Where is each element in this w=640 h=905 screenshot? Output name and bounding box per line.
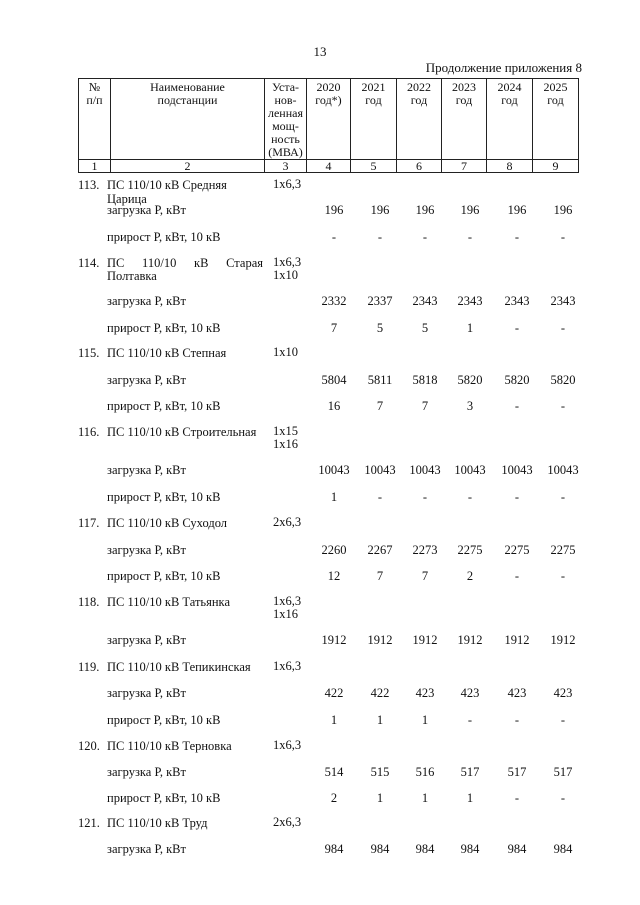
col-number: 7 [442, 160, 487, 173]
value-cell: 7 [376, 569, 384, 583]
value-cell: 2273 [412, 543, 438, 557]
value-cell: 10043 [364, 463, 396, 477]
substation-row [0, 177, 640, 206]
value-cell: 2343 [550, 294, 576, 308]
value-cell: 1 [466, 791, 474, 805]
value-cell: - [467, 490, 473, 504]
value-cell: 1912 [412, 633, 438, 647]
header-col-index: № п/п [79, 79, 111, 160]
substation-name: ПС 110/10 кВ Терновка [107, 739, 232, 753]
value-cell: - [331, 230, 337, 244]
value-cell: - [514, 321, 520, 335]
increase-row [0, 490, 640, 506]
increase-label: прирост Р, кВт, 10 кВ [107, 490, 221, 504]
capacity: 1х15 [273, 424, 298, 438]
increase-row [0, 321, 640, 337]
value-cell: 2260 [321, 543, 347, 557]
row-index: 116. [78, 425, 100, 439]
row-index: 113. [78, 178, 100, 192]
substation-row [0, 346, 640, 362]
col-number: 4 [307, 160, 351, 173]
value-cell: 7 [330, 321, 338, 335]
substation-name-cont: Полтавка [107, 269, 157, 283]
col-number: 9 [533, 160, 579, 173]
load-row [0, 543, 640, 559]
value-cell: 1912 [550, 633, 576, 647]
value-cell: 2 [330, 791, 338, 805]
value-cell: 196 [324, 203, 344, 217]
value-cell: - [422, 230, 428, 244]
load-row [0, 294, 640, 310]
value-cell: 422 [324, 686, 344, 700]
row-index: 120. [78, 739, 100, 753]
row-index: 121. [78, 816, 100, 830]
row-index: 115. [78, 346, 100, 360]
substation-name: ПС 110/10 кВ Тепикинская [107, 660, 251, 674]
increase-row [0, 399, 640, 415]
substation-row-cont [0, 269, 640, 285]
value-cell: 10043 [501, 463, 533, 477]
value-cell: - [514, 569, 520, 583]
col-number: 3 [265, 160, 307, 173]
load-row [0, 686, 640, 702]
load-row [0, 203, 640, 219]
value-cell: 5818 [412, 373, 438, 387]
increase-label: прирост Р, кВт, 10 кВ [107, 399, 221, 413]
substation-name: ПС 110/10 кВ Средняя Царица [107, 178, 227, 206]
substation-row [0, 516, 640, 532]
value-cell: 517 [460, 765, 480, 779]
value-cell: 516 [415, 765, 435, 779]
value-cell: 984 [460, 842, 480, 856]
header-col-capacity: Уста- нов- ленная мощ- ность (МВА) [265, 79, 307, 160]
value-cell: 10043 [547, 463, 579, 477]
value-cell: 984 [324, 842, 344, 856]
value-cell: 5811 [367, 373, 393, 387]
value-cell: 423 [415, 686, 435, 700]
header-year-2021: 2021 год [351, 79, 397, 160]
value-cell: 423 [553, 686, 573, 700]
header-year-2022: 2022 год [397, 79, 442, 160]
header-col-name: Наименование подстанции [111, 79, 265, 160]
capacity: 1х6,3 [273, 177, 302, 191]
capacity: 1х16 [273, 437, 298, 451]
row-index: 119. [78, 660, 100, 674]
value-cell: 2275 [550, 543, 576, 557]
capacity: 1х16 [273, 607, 298, 621]
value-cell: - [377, 230, 383, 244]
value-cell: 10043 [318, 463, 350, 477]
value-cell: - [514, 399, 520, 413]
col-number: 5 [351, 160, 397, 173]
substation-row-cont [0, 608, 640, 624]
value-cell: 10043 [454, 463, 486, 477]
load-label: загрузка Р, кВт [107, 203, 186, 217]
value-cell: - [560, 791, 566, 805]
value-cell: 12 [327, 569, 341, 583]
value-cell: 984 [553, 842, 573, 856]
value-cell: 1 [421, 713, 429, 727]
substation-name: ПС 110/10 кВ Строительная [107, 425, 257, 439]
value-cell: 514 [324, 765, 344, 779]
value-cell: 2343 [504, 294, 530, 308]
value-cell: - [467, 713, 473, 727]
value-cell: 1 [376, 713, 384, 727]
load-label: загрузка Р, кВт [107, 294, 186, 308]
value-cell: - [560, 490, 566, 504]
value-cell: 7 [421, 569, 429, 583]
load-label: загрузка Р, кВт [107, 463, 186, 477]
substation-name: ПС 110/10 кВ Старая [107, 256, 263, 270]
value-cell: 2 [466, 569, 474, 583]
increase-row [0, 713, 640, 729]
load-label: загрузка Р, кВт [107, 765, 186, 779]
value-cell: 515 [370, 765, 390, 779]
value-cell: 16 [327, 399, 341, 413]
value-cell: - [514, 490, 520, 504]
header-year-2025: 2025 год [533, 79, 579, 160]
value-cell: 517 [553, 765, 573, 779]
increase-label: прирост Р, кВт, 10 кВ [107, 230, 221, 244]
value-cell: - [514, 230, 520, 244]
load-label: загрузка Р, кВт [107, 842, 186, 856]
increase-label: прирост Р, кВт, 10 кВ [107, 569, 221, 583]
load-label: загрузка Р, кВт [107, 686, 186, 700]
value-cell: 1 [421, 791, 429, 805]
capacity: 1х6,3 [273, 255, 302, 269]
value-cell: 517 [507, 765, 527, 779]
capacity: 1х10 [273, 268, 298, 282]
increase-row [0, 230, 640, 246]
value-cell: - [422, 490, 428, 504]
value-cell: 1 [376, 791, 384, 805]
value-cell: 984 [507, 842, 527, 856]
value-cell: 1912 [367, 633, 393, 647]
increase-label: прирост Р, кВт, 10 кВ [107, 791, 221, 805]
page-number: 13 [313, 44, 327, 59]
capacity: 1х6,3 [273, 738, 302, 752]
substation-name: ПС 110/10 кВ Суходол [107, 516, 228, 530]
capacity: 1х6,3 [273, 594, 302, 608]
value-cell: 2267 [367, 543, 393, 557]
value-cell: 422 [370, 686, 390, 700]
capacity: 1х10 [273, 345, 298, 359]
value-cell: 10043 [409, 463, 441, 477]
substation-row [0, 739, 640, 755]
load-label: загрузка Р, кВт [107, 633, 186, 647]
substation-name: ПС 110/10 кВ Татьянка [107, 595, 230, 609]
substation-row [0, 660, 640, 676]
value-cell: - [467, 230, 473, 244]
value-cell: - [560, 569, 566, 583]
value-cell: 5 [376, 321, 384, 335]
load-row [0, 463, 640, 479]
capacity: 2х6,3 [273, 515, 302, 529]
value-cell: 1 [466, 321, 474, 335]
value-cell: 1912 [321, 633, 347, 647]
value-cell: 1 [330, 490, 338, 504]
value-cell: 423 [460, 686, 480, 700]
value-cell: 7 [376, 399, 384, 413]
increase-label: прирост Р, кВт, 10 кВ [107, 321, 221, 335]
header-year-2024: 2024 год [487, 79, 533, 160]
value-cell: 1912 [504, 633, 530, 647]
increase-label: прирост Р, кВт, 10 кВ [107, 713, 221, 727]
value-cell: 3 [466, 399, 474, 413]
value-cell: 196 [507, 203, 527, 217]
capacity: 2х6,3 [273, 815, 302, 829]
value-cell: 2343 [457, 294, 483, 308]
header-year-2020: 2020 год*) [307, 79, 351, 160]
value-cell: 7 [421, 399, 429, 413]
header-year-2023: 2023 год [442, 79, 487, 160]
col-number: 1 [79, 160, 111, 173]
value-cell: 2343 [412, 294, 438, 308]
table-header [78, 78, 579, 173]
value-cell: 1912 [457, 633, 483, 647]
value-cell: 2275 [504, 543, 530, 557]
value-cell: 2332 [321, 294, 347, 308]
load-row [0, 373, 640, 389]
value-cell: - [560, 713, 566, 727]
value-cell: - [560, 399, 566, 413]
increase-row [0, 791, 640, 807]
value-cell: 196 [415, 203, 435, 217]
value-cell: 423 [507, 686, 527, 700]
value-cell: 5 [421, 321, 429, 335]
capacity: 1х6,3 [273, 659, 302, 673]
col-number: 8 [487, 160, 533, 173]
continuation-label: Продолжение приложения 8 [425, 60, 582, 75]
value-cell: 2275 [457, 543, 483, 557]
load-label: загрузка Р, кВт [107, 543, 186, 557]
value-cell: 196 [553, 203, 573, 217]
increase-row [0, 569, 640, 585]
load-row [0, 842, 640, 858]
value-cell: 984 [415, 842, 435, 856]
substation-name: ПС 110/10 кВ Степная [107, 346, 227, 360]
value-cell: - [514, 791, 520, 805]
row-index: 118. [78, 595, 100, 609]
value-cell: 5820 [504, 373, 530, 387]
value-cell: - [560, 230, 566, 244]
substation-name: ПС 110/10 кВ Труд [107, 816, 208, 830]
substation-row [0, 816, 640, 832]
col-number: 2 [111, 160, 265, 173]
load-row [0, 765, 640, 781]
value-cell: 196 [370, 203, 390, 217]
load-label: загрузка Р, кВт [107, 373, 186, 387]
value-cell: 2337 [367, 294, 393, 308]
value-cell: 5804 [321, 373, 347, 387]
value-cell: 984 [370, 842, 390, 856]
column-number-row [79, 160, 579, 173]
value-cell: 1 [330, 713, 338, 727]
value-cell: - [514, 713, 520, 727]
value-cell: - [377, 490, 383, 504]
row-index: 117. [78, 516, 100, 530]
substation-row-cont [0, 438, 640, 454]
col-number: 6 [397, 160, 442, 173]
value-cell: 5820 [457, 373, 483, 387]
load-row [0, 633, 640, 649]
value-cell: 196 [460, 203, 480, 217]
row-index: 114. [78, 256, 100, 270]
value-cell: 5820 [550, 373, 576, 387]
value-cell: - [560, 321, 566, 335]
